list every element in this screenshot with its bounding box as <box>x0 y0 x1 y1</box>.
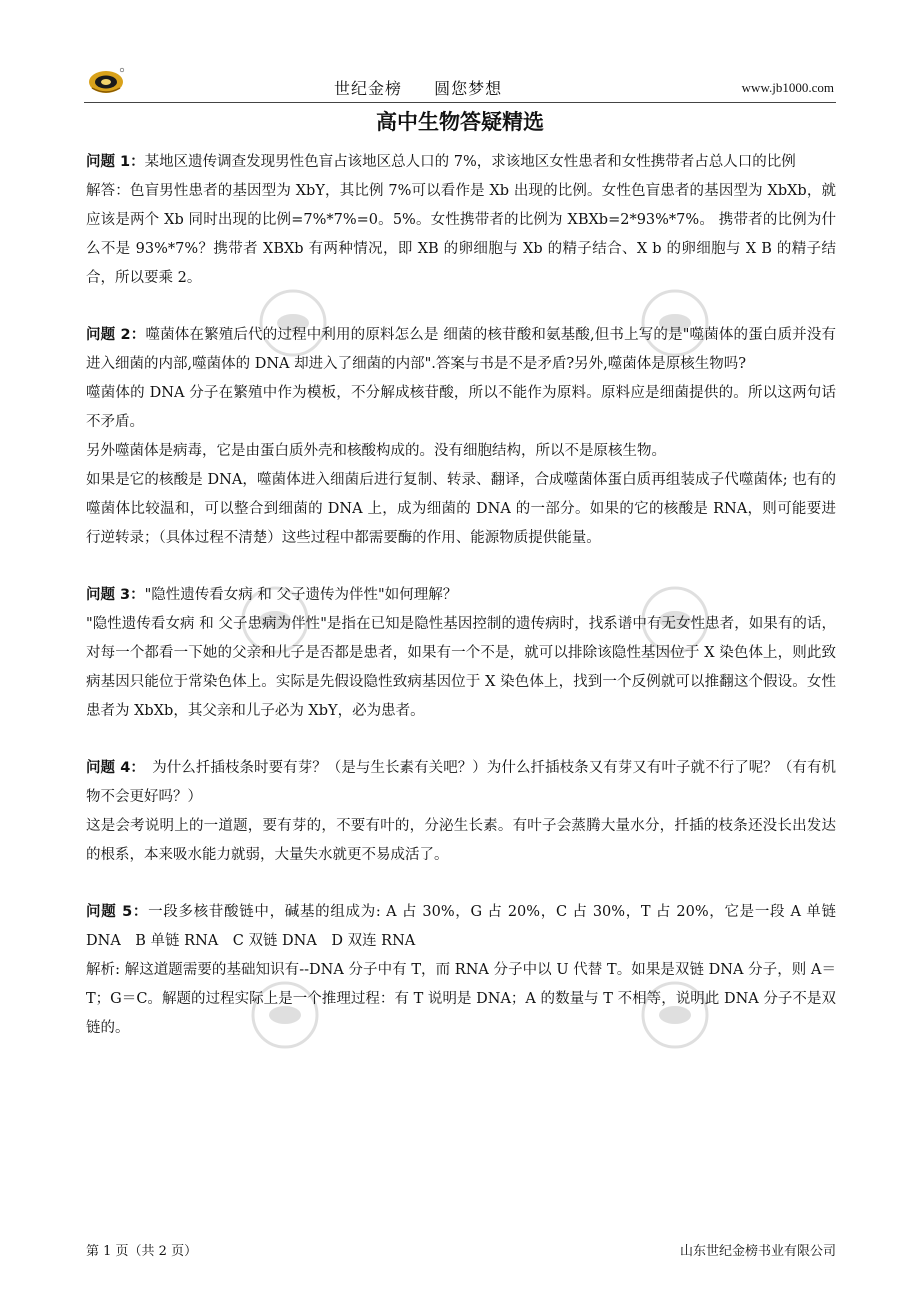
qa-item <box>86 148 836 293</box>
page-header <box>84 62 836 103</box>
page-title: 高中生物答疑精选 <box>376 110 544 134</box>
question-label: 问题 5： <box>86 904 149 920</box>
question-text: 问题 3："隐性遗传看女病 和 父子遗传为伴性"如何理解？ <box>86 587 458 603</box>
question-label: 问题 1： <box>86 154 145 170</box>
slogan-left: 世纪金榜 <box>334 79 403 98</box>
slogan-right: 圆您梦想 <box>434 79 503 98</box>
header-slogan <box>334 76 528 99</box>
brand-logo-icon <box>88 66 126 96</box>
company-name: 山东世纪金榜书业有限公司 <box>679 1244 836 1259</box>
page-number: 第 1 页（共 2 页） <box>86 1244 198 1259</box>
website-url: www.jb1000.com <box>741 80 834 95</box>
question-text: 问题 4： 为什么扦插枝条时要有芽？（是与生长素有关吧？）为什么扦插枝条又有芽又有叶子就不行了呢？（有有机物不会更好吗？） <box>86 760 836 805</box>
answer-text: 解析: 解这道题需要的基础知识有--DNA 分子中有 T，而 RNA 分子中以 U 代替 T。如果是双链 DNA 分子，则 A＝T；G＝C。解题的过程实际上是一个推理过程：有 T 说明是 DNA；A 的数量与 T 不相等，说明此 DNA 分子不是双链的。 <box>86 962 836 1036</box>
answer-text: 另外噬菌体是病毒，它是由蛋白质外壳和核酸构成的。没有细胞结构，所以不是原核生物。 <box>86 443 666 459</box>
answer-text: 解答：色盲男性患者的基因型为 XbY，其比例 7%可以看作是 Xb 出现的比例。女性色盲患者的基因型为 XbXb，就应该是两个 Xb 同时出现的比例=7%*7%=0。5%。女性携带者的比例为 XBXb=2*93%*7%。 携带者的比例为什么不是 93%*7%？携带者 XBXb 有两种情况，即 XB 的卵细胞与 Xb 的精子结合、X b 的卵细胞与 X B 的精子结合，所以要乘 2。 <box>86 183 836 286</box>
question-label: 问题 4： <box>86 760 138 776</box>
question-text: 问题 5：一段多核苷酸链中，碱基的组成为: A 占 30%，G 占 20%，C 占 30%，T 占 20%，它是一段 A 单链 DNA B 单链 RNA C 双链 DNA D 双连 RNA <box>86 904 837 949</box>
answer-text: "隐性遗传看女病 和 父子患病为伴性"是指在已知是隐性基因控制的遗传病时，找系谱中有无女性患者，如果有的话，对每一个都看一下她的父亲和儿子是否都是患者，如果有一个不是，就可以排除该隐性基因位于 X 染色体上，则此致病基因只能位于常染色体上。实际是先假设隐性致病基因位于 X 染色体上，找到一个反例就可以推翻这个假设。女性患者为 XbXb，其父亲和儿子必为 XbY，必为患者。 <box>86 616 836 719</box>
answer-text: 这是会考说明上的一道题，要有芽的，不要有叶的，分泌生长素。有叶子会蒸腾大量水分，扦插的枝条还没长出发达的根系，本来吸水能力就弱，大量失水就更不易成活了。 <box>86 818 836 863</box>
qa-content <box>86 148 836 1043</box>
qa-item <box>86 898 836 1043</box>
answer-text: 如果是它的核酸是 DNA，噬菌体进入细菌后进行复制、转录、翻译，合成噬菌体蛋白质再组装成子代噬菌体; 也有的噬菌体比较温和，可以整合到细菌的 DNA 上，成为细菌的 DNA 的一部分。如果的它的核酸是 RNA，则可能要进行逆转录；（具体过程不清楚）这些过程中都需要酶的作用、能源物质提供能量。 <box>86 472 836 546</box>
qa-item <box>86 754 836 870</box>
qa-item <box>86 581 836 726</box>
question-label: 问题 2： <box>86 327 146 343</box>
answer-text: 噬菌体的 DNA 分子在繁殖中作为模板，不分解成核苷酸，所以不能作为原料。原料应是细菌提供的。所以这两句话不矛盾。 <box>86 385 836 430</box>
question-text: 问题 2：噬菌体在繁殖后代的过程中利用的原料怎么是 细菌的核苷酸和氨基酸,但书上写的是"噬菌体的蛋白质并没有进入细菌的内部,噬菌体的 DNA 却进入了细菌的内部".答案与书是不是矛盾?另外,噬菌体是原核生物吗? <box>86 327 836 372</box>
qa-item <box>86 321 836 553</box>
question-text: 问题 1：某地区遗传调查发现男性色盲占该地区总人口的 7%，求该地区女性患者和女性携带者占总人口的比例 <box>86 154 796 170</box>
question-label: 问题 3： <box>86 587 145 603</box>
